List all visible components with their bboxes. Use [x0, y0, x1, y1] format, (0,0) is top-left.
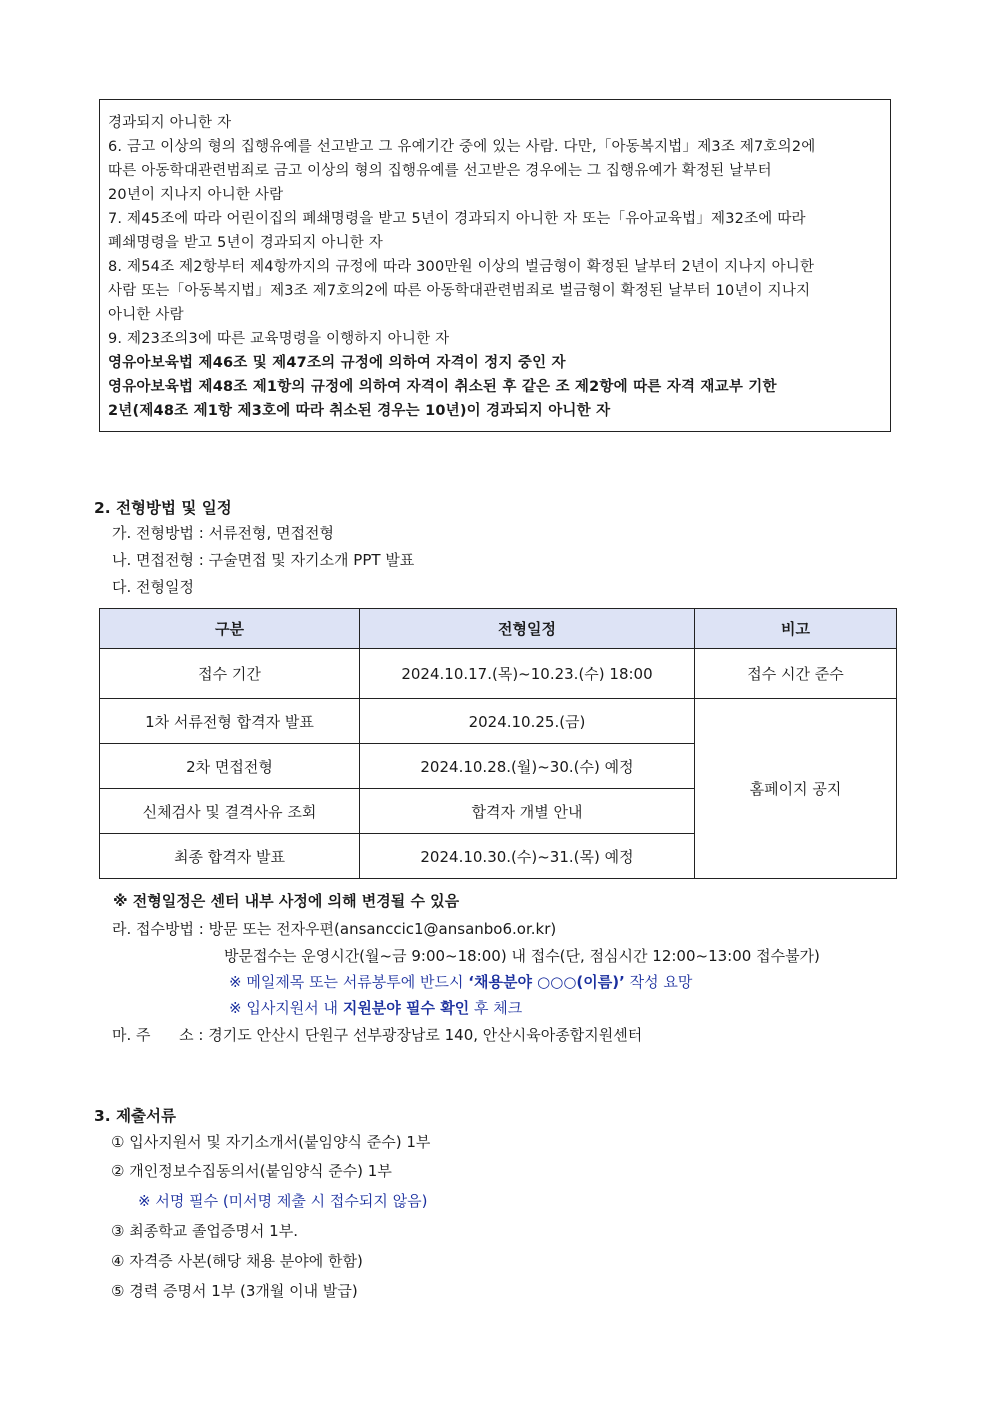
box-line: 따른 아동학대관련범죄로 금고 이상의 형의 집행유예를 선고받은 경우에는 그 집행유예가 확정된 날부터	[108, 163, 772, 179]
date-cell: 2024.10.25.(금)	[360, 699, 695, 744]
table-row	[100, 649, 897, 699]
document-item: ① 입사지원서 및 자기소개서(붙임양식 준수) 1부	[111, 1133, 431, 1151]
schedule-table	[99, 608, 897, 879]
notice1-post: 작성 요망	[624, 973, 693, 991]
notice1-pre: ※ 메일제목 또는 서류봉투에 반드시	[229, 973, 469, 991]
stage-cell: 신체검사 및 결격사유 조회	[100, 789, 360, 834]
section3-title: 3. 제출서류	[94, 1107, 176, 1125]
address-label: 마. 주 소 :	[112, 1026, 209, 1044]
date-cell: 2024.10.28.(월)~30.(수) 예정	[360, 744, 695, 789]
stage-cell: 최종 합격자 발표	[100, 834, 360, 879]
apply-method: 라. 접수방법 : 방문 또는 전자우편(ansanccic1@ansanbo6.or.kr)	[112, 920, 557, 938]
box-line: 아니한 사람	[108, 307, 184, 323]
note-cell: 접수 시간 준수	[695, 649, 897, 699]
address-line	[112, 1024, 642, 1045]
schedule-label: 다. 전형일정	[112, 578, 194, 596]
box-bold-line: 2년(제48조 제1항 제3호에 따라 취소된 경우는 10년)이 경과되지 아니한 자	[108, 403, 611, 419]
notice2-pre: ※ 입사지원서 내	[229, 999, 343, 1017]
schedule-notice: ※ 전형일정은 센터 내부 사정에 의해 변경될 수 있음	[113, 892, 460, 910]
date-cell: 합격자 개별 안내	[360, 789, 695, 834]
visit-info: 방문접수는 운영시간(월~금 9:00~18:00) 내 접수(단, 점심시간 12:00~13:00 접수불가)	[224, 947, 820, 965]
address-value: 경기도 안산시 단원구 선부광장남로 140, 안산시육아종합지원센터	[208, 1026, 643, 1044]
stage-cell: 접수 기간	[100, 649, 360, 699]
notice1-bold: ‘채용분야 ○○○(이름)’	[468, 973, 625, 991]
box-line: 6. 금고 이상의 형의 집행유예를 선고받고 그 유예기간 중에 있는 사람. 다만,「아동복지법」제3조 제7호의2에	[108, 139, 816, 155]
table-row	[100, 699, 897, 744]
mail-title-notice	[229, 971, 692, 992]
box-line: 8. 제54조 제2항부터 제4항까지의 규정에 따라 300만원 이상의 벌금형이 확정된 날부터 2년이 지나지 아니한	[108, 259, 815, 275]
box-line: 9. 제23조의3에 따른 교육명령을 이행하지 아니한 자	[108, 331, 450, 347]
document-item: ⑤ 경력 증명서 1부 (3개월 이내 발급)	[111, 1282, 358, 1300]
date-cell: 2024.10.17.(목)~10.23.(수) 18:00	[360, 649, 695, 699]
document-item: ② 개인정보수집동의서(붙임양식 준수) 1부	[111, 1162, 392, 1180]
box-line: 사람 또는「아동복지법」제3조 제7호의2에 따른 아동학대관련범죄로 벌금형이 확정된 날부터 10년이 지나지	[108, 283, 811, 299]
header-note: 비고	[695, 609, 897, 649]
box-bold-line: 영유아보육법 제48조 제1항의 규정에 의하여 자격이 취소된 후 같은 조 제2항에 따른 자격 재교부 기한	[108, 379, 777, 395]
document-item: ③ 최종학교 졸업증명서 1부.	[111, 1222, 298, 1240]
interview-line: 나. 면접전형 : 구술면접 및 자기소개 PPT 발표	[112, 551, 415, 569]
stage-cell: 2차 면접전형	[100, 744, 360, 789]
sign-notice: ※ 서명 필수 (미서명 제출 시 접수되지 않음)	[138, 1192, 428, 1210]
method-line: 가. 전형방법 : 서류전형, 면접전형	[112, 524, 335, 542]
header-date: 전형일정	[360, 609, 695, 649]
section2-title: 2. 전형방법 및 일정	[94, 499, 232, 517]
table-header-row	[100, 609, 897, 649]
box-line: 경과되지 아니한 자	[108, 115, 232, 131]
date-cell: 2024.10.30.(수)~31.(목) 예정	[360, 834, 695, 879]
box-line: 20년이 지나지 아니한 사람	[108, 187, 284, 203]
merged-note-cell: 홈페이지 공지	[695, 699, 897, 879]
document-item: ④ 자격증 사본(해당 채용 분야에 한함)	[111, 1252, 363, 1270]
box-line: 폐쇄명령을 받고 5년이 경과되지 아니한 자	[108, 235, 383, 251]
box-bold-line: 영유아보육법 제46조 및 제47조의 규정에 의하여 자격이 정지 중인 자	[108, 355, 566, 371]
check-field-notice	[229, 997, 522, 1018]
header-stage: 구분	[100, 609, 360, 649]
notice2-post: 후 체크	[469, 999, 523, 1017]
notice2-bold: 지원분야 필수 확인	[342, 999, 470, 1017]
box-line: 7. 제45조에 따라 어린이집의 폐쇄명령을 받고 5년이 경과되지 아니한 자 또는「유아교육법」제32조에 따라	[108, 211, 806, 227]
stage-cell: 1차 서류전형 합격자 발표	[100, 699, 360, 744]
